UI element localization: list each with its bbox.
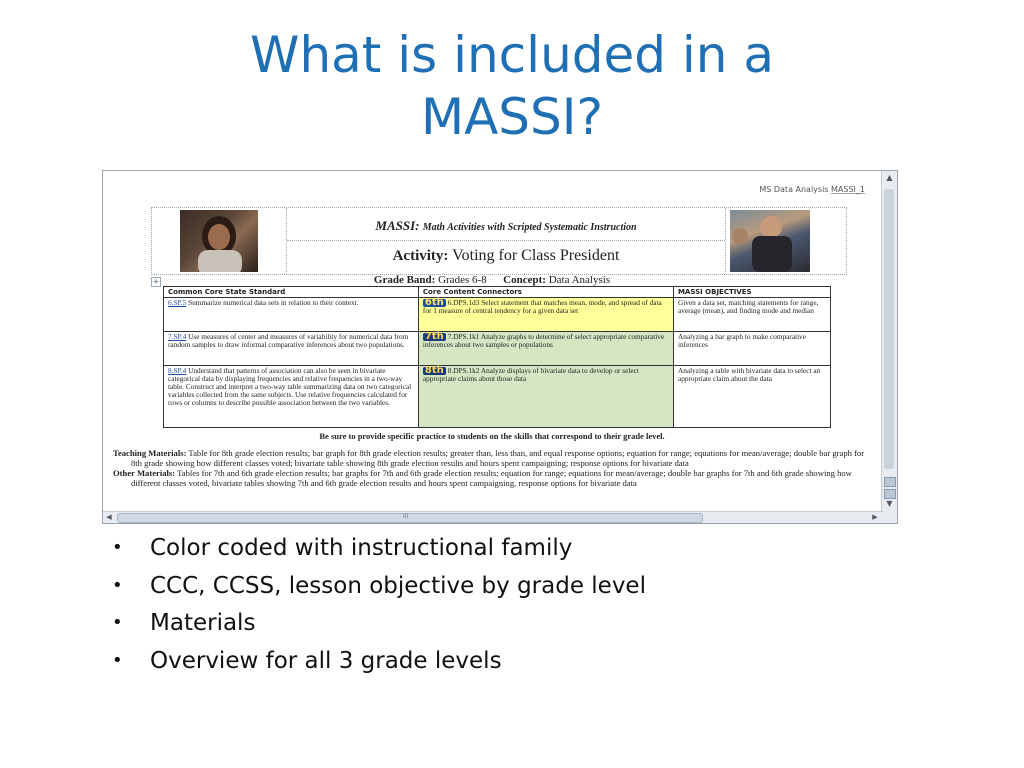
objective-cell: Analyzing a table with bivariate data to select an appropriate claim about the data (673, 366, 830, 428)
ccc-text: 6.DPS.1d3 Select statement that matches mean, mode, and spread of data for 1 measure of central tendency for a given data set (422, 298, 662, 315)
document-header-link: MASSI_1 (831, 185, 865, 194)
student-shirt (198, 250, 242, 272)
activity-header-table (151, 207, 847, 275)
scroll-left-arrow-icon[interactable]: ◀ (106, 513, 112, 521)
document-header-prefix: MS Data Analysis (759, 185, 832, 194)
bullet-item (112, 607, 646, 645)
bullet-item (112, 570, 646, 608)
bullet-item (112, 532, 646, 570)
student-photo-left (180, 210, 258, 272)
bullet-icon: • (112, 612, 123, 633)
bullet-text: Color coded with instructional family (150, 535, 573, 561)
activity-value: Voting for Class President (452, 247, 620, 264)
bullet-text: Materials (150, 610, 256, 636)
previous-page-icon[interactable] (884, 477, 896, 487)
table-row-6th (164, 298, 831, 332)
bullet-item (112, 645, 646, 683)
concept-label: Concept: (503, 274, 546, 286)
title-cell-divider (287, 240, 725, 241)
materials-section (113, 448, 875, 488)
bullet-icon: • (112, 649, 123, 671)
horizontal-scrollbar[interactable] (103, 511, 883, 523)
header-ccss: Common Core State Standard (164, 287, 419, 298)
bullet-list (112, 532, 646, 682)
concept-value: Data Analysis (548, 274, 611, 286)
scroll-right-arrow-icon[interactable]: ▶ (872, 513, 878, 521)
vertical-scrollbar[interactable] (881, 171, 897, 523)
ccss-text: Summarize numerical data sets in relation to their context. (186, 298, 359, 307)
table-row-8th (164, 366, 831, 428)
other-materials-label: Other Materials: (113, 468, 176, 478)
activity-label: Activity: (392, 248, 449, 264)
objective-cell: Analyzing a bar graph to make comparative inferences (673, 332, 830, 366)
teaching-materials-text: Table for 8th grade election results; bar graph for 8th grade election results; greater than, less than, and equal response options; equation for range; equations for mean/average; double bar graph for 8th grade showing how different classes voted; bivariate table showing 8th grade election results and hours spent campaigning; response options for bivariate data (131, 448, 865, 468)
slide-title (0, 24, 1024, 148)
other-materials (113, 468, 875, 488)
activity-title-cell (286, 208, 726, 274)
massi-label: MASSI: (375, 218, 420, 233)
ccc-cell (418, 366, 673, 428)
grade-band-label: Grade Band: (373, 274, 436, 286)
teaching-materials-label: Teaching Materials: (113, 448, 187, 458)
ccss-cell (164, 366, 419, 428)
background-student (732, 228, 748, 244)
students-photo-right (730, 210, 810, 272)
horizontal-scroll-thumb[interactable] (117, 513, 703, 523)
grade-badge-8th: 8th (424, 365, 444, 376)
bullet-icon: • (112, 537, 123, 558)
ccc-text: 7.DPS.1k1 Analyze graphs to determine of select appropriate comparative inferences about two samples or populations (422, 332, 665, 349)
ccss-text: Understand that patterns of association can also be seen in bivariate categorical data by displaying frequencies and relative frequencies in a two-way table. Construct and interpret a two-way table summarizing data on two categorical variables collected from the same subjects. Use relative frequencies calculated for rows or columns to describe possible association between the two variables. (168, 366, 412, 407)
ccss-code: 8.SP.4 (168, 366, 187, 375)
standards-table (163, 286, 831, 428)
slide-title-line-1: What is included in a (250, 26, 774, 84)
student-face (760, 216, 782, 238)
ccss-code: 6.SP.5 (168, 298, 187, 307)
table-move-handle[interactable]: + (152, 277, 160, 286)
scroll-grip: III (403, 513, 409, 520)
header-ccc: Core Content Connectors (418, 287, 673, 298)
header-objectives: MASSI OBJECTIVES (673, 287, 830, 298)
student-face (208, 224, 230, 250)
grade-band-line (103, 274, 881, 286)
scroll-up-arrow-icon[interactable]: ▲ (886, 173, 893, 182)
ccc-cell (418, 298, 673, 332)
vertical-scroll-thumb[interactable] (884, 189, 894, 469)
ccss-code: 7.SP.4 (168, 332, 187, 341)
document-screenshot (102, 170, 898, 524)
ccss-text: Use measures of center and measures of variability for numerical data from random samples to draw informal comparative inferences about two populations. (168, 332, 409, 349)
massi-subtitle: Math Activities with Scripted Systematic Instruction (422, 222, 637, 233)
other-materials-text: Tables for 7th and 6th grade election results; bar graphs for 7th and 6th grade election results; equation for range; equations for mean/average; double bar graphs for 7th and 6th grade showing how different classes voted, bivariate tables showing 7th and 6th grade election results and hours spent campaigning, response options for bivariate data (131, 468, 852, 488)
grade-badge-6th: 6th (424, 297, 444, 308)
massi-title (287, 218, 725, 234)
grade-band-value: Grades 6-8 (438, 274, 487, 286)
teaching-materials (113, 448, 875, 468)
ccss-cell (164, 332, 419, 366)
bullet-text: Overview for all 3 grade levels (150, 647, 502, 674)
objective-cell: Given a data set, matching statements for range, average (mean), and finding mode and median (673, 298, 830, 332)
document-header (759, 185, 865, 194)
scroll-down-arrow-icon[interactable]: ▼ (886, 499, 893, 508)
grade-badge-7th: 7th (424, 331, 444, 342)
table-row-7th (164, 332, 831, 366)
bullet-text: CCC, CCSS, lesson objective by grade level (150, 572, 646, 599)
ccc-text: 8.DPS.1k2 Analyze displays of bivariate data to develop or select appropriate claims about those data (422, 366, 639, 383)
slide-title-line-2: MASSI? (420, 88, 604, 146)
word-document-page (103, 171, 881, 511)
bullet-icon: • (112, 574, 123, 596)
ccc-cell (418, 332, 673, 366)
student-shirt (752, 236, 792, 272)
standards-table-header (164, 287, 831, 298)
activity-title (287, 247, 725, 265)
ccss-cell (164, 298, 419, 332)
practice-note: Be sure to provide specific practice to students on the skills that correspond to their grade level. (319, 431, 665, 441)
